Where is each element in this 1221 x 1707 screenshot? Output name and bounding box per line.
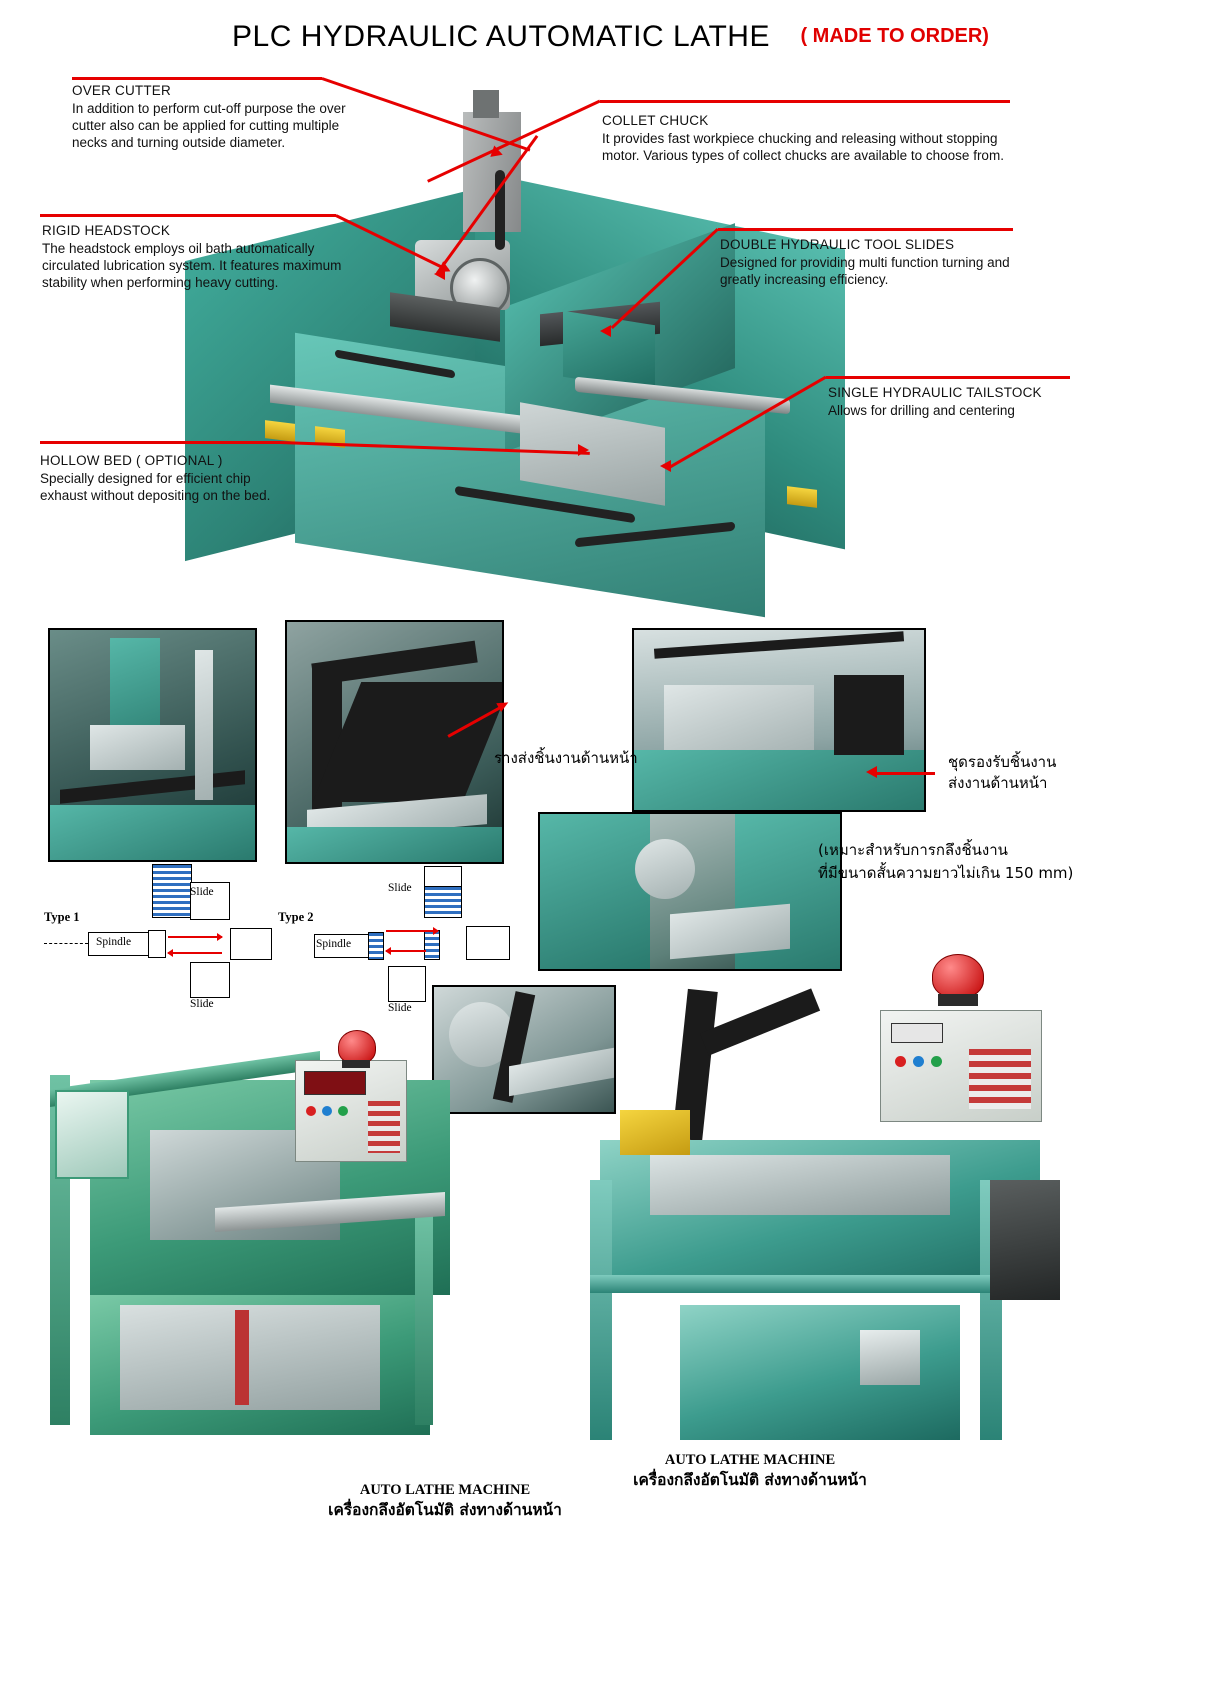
callout-collet-chuck-heading: COLLET CHUCK <box>602 113 709 128</box>
callout-collet-chuck-body: It provides fast workpiece chucking and releasing without stopping motor. Various types of collect chucks are available to choose from. <box>602 131 1004 163</box>
diagram-type2-hatch-top <box>424 886 462 918</box>
left-led-green <box>338 1106 348 1116</box>
right-beacon-base <box>938 994 978 1006</box>
callout-rigid-headstock-body: The headstock employs oil bath automatically circulated lubrication system. It features maximum stability when performing heavy cutting. <box>42 241 342 290</box>
diagram-type2-slide-bottom-label: Slide <box>388 1002 412 1014</box>
left-frame-right <box>415 1210 433 1425</box>
diagram-type1-center-line <box>44 943 88 944</box>
diagram-type1-spindle-label: Spindle <box>96 936 132 948</box>
diagram-type1-slide-bottom-label: Slide <box>190 998 214 1010</box>
callout-hollow-bed-body: Specially designed for efficient chip exhaust without depositing on the bed. <box>40 471 271 503</box>
bottom-left-machine-photo <box>20 1020 490 1460</box>
callout-tailstock-body: Allows for drilling and centering <box>828 403 1015 418</box>
bottom-right-machine-photo <box>560 930 1080 1465</box>
diagram-type1-hatch <box>152 864 192 918</box>
thai-note-line-2: ที่มีขนาดสั้นความยาวไม่เกิน 150 mm) <box>818 864 1074 882</box>
diagram-type1-collet <box>148 930 166 958</box>
caption-right <box>560 1450 940 1490</box>
right-yellow-unit <box>620 1110 690 1155</box>
diagram-type2-slide-bottom-box <box>388 966 426 1002</box>
thai-support-label-1: ชุดรองรับชิ้นงาน <box>948 753 1057 771</box>
left-hydraulic-block <box>120 1305 380 1410</box>
diagram-type2-label: Type 2 <box>278 910 314 924</box>
caption-left-th: เครื่องกลึงอัตโนมัติ ส่งทางด้านหน้า <box>328 1501 562 1519</box>
left-button-grid <box>368 1101 400 1153</box>
callout-rigid-headstock-heading: RIGID HEADSTOCK <box>42 223 171 238</box>
left-control-panel <box>295 1060 407 1162</box>
diagram-type2-slide-top-label: Slide <box>388 882 412 894</box>
thai-support-label-2: ส่งงานด้านหน้า <box>948 774 1048 792</box>
right-control-panel <box>880 1010 1042 1122</box>
right-chip-conveyor-arm <box>700 988 820 1055</box>
right-led-red <box>895 1056 906 1067</box>
title-main: PLC HYDRAULIC AUTOMATIC LATHE <box>232 20 770 53</box>
thai-note-line-1: (เหมาะสำหรับการกลึงชิ้นงาน <box>818 841 1008 859</box>
right-led-blue <box>913 1056 924 1067</box>
diagram-type2-collet <box>368 932 384 960</box>
callout-tool-slides-heading: DOUBLE HYDRAULIC TOOL SLIDES <box>720 237 955 252</box>
right-beacon-light <box>932 954 984 998</box>
callout-tool-slides-body: Designed for providing multi function turning and greatly increasing efficiency. <box>720 255 1010 287</box>
left-beacon-base <box>342 1060 370 1068</box>
callout-tailstock-heading: SINGLE HYDRAULIC TAILSTOCK <box>828 385 1042 400</box>
right-control-display <box>891 1023 943 1043</box>
left-control-screen <box>304 1071 366 1095</box>
diagram-type1-workpiece <box>230 928 272 960</box>
diagram-type1-slide-top-label: Slide <box>190 886 214 898</box>
caption-right-th: เครื่องกลึงอัตโนมัติ ส่งทางด้านหน้า <box>633 1471 867 1489</box>
thai-conveyor-label: รางส่งชิ้นงานด้านหน้า <box>494 749 638 767</box>
caption-right-en: AUTO LATHE MACHINE <box>664 1452 836 1468</box>
right-frame-mid <box>590 1275 1002 1293</box>
diagram-type1-arrow-left <box>168 952 222 954</box>
right-pump-unit <box>860 1330 920 1385</box>
right-led-green <box>931 1056 942 1067</box>
diagram-type1-label: Type 1 <box>44 910 80 924</box>
right-manifold <box>990 1180 1060 1300</box>
callout-over-cutter-heading: OVER CUTTER <box>72 83 171 98</box>
diagram-type2-workpiece <box>466 926 510 960</box>
right-button-grid <box>969 1049 1031 1109</box>
diagram-type2-spindle-label: Spindle <box>316 938 352 950</box>
right-frame-left <box>590 1180 612 1440</box>
callout-over-cutter-body: In addition to perform cut-off purpose the over cutter also can be applied for cutting multiple necks and turning outside diameter. <box>72 101 346 150</box>
left-window <box>55 1090 129 1179</box>
callout-hollow-bed-heading: HOLLOW BED ( OPTIONAL ) <box>40 453 223 468</box>
left-pipe-red <box>235 1310 249 1405</box>
left-led-blue <box>322 1106 332 1116</box>
diagram-type2-arrow-right <box>386 930 438 932</box>
title-sub-made-to-order: ( MADE TO ORDER) <box>800 25 989 47</box>
left-led-red <box>306 1106 316 1116</box>
caption-left-en: AUTO LATHE MACHINE <box>359 1482 531 1498</box>
diagram-type2-arrow-left <box>386 950 426 952</box>
left-beacon-light <box>338 1030 376 1064</box>
diagram-type1-arrow-right <box>168 936 222 938</box>
diagram-type1-slide-bottom-box <box>190 962 230 998</box>
right-machine-top-rail <box>650 1155 950 1215</box>
